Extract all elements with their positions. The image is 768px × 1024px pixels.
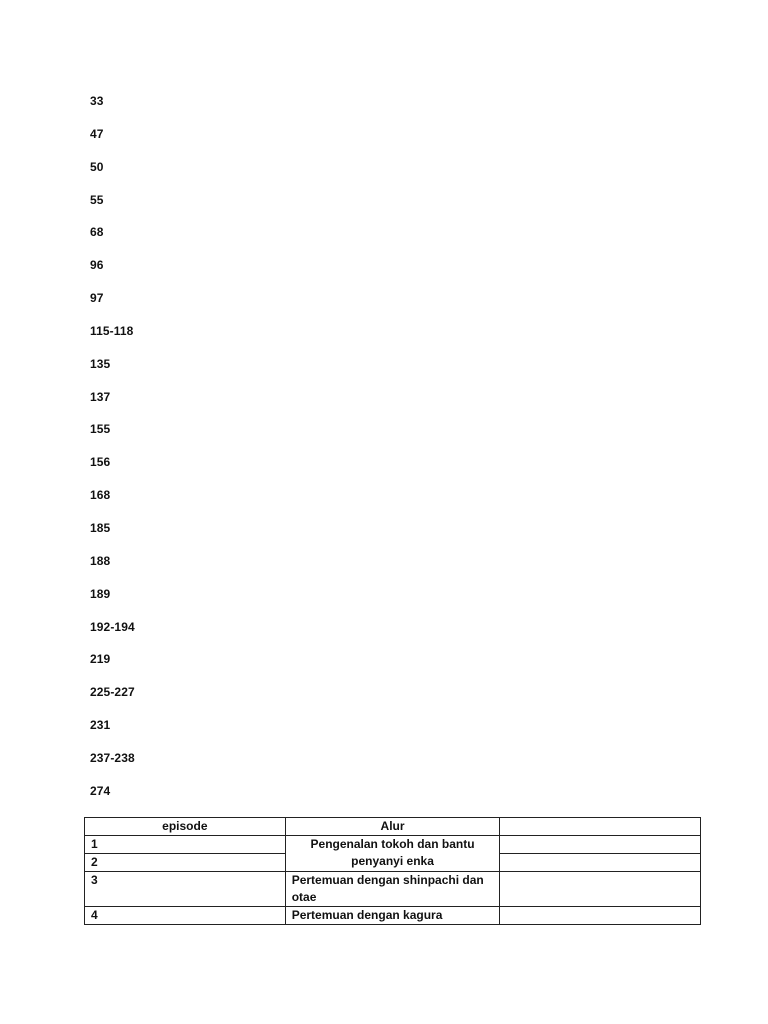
alur-line: penyanyi enka xyxy=(351,854,434,868)
column-header-alur: Alur xyxy=(285,818,500,836)
episode-cell: 3 xyxy=(85,872,286,907)
list-item: 225-227 xyxy=(90,685,135,700)
table-row xyxy=(85,836,701,854)
table-row xyxy=(85,907,701,925)
list-item: 168 xyxy=(90,488,111,503)
list-item: 50 xyxy=(90,159,104,174)
list-item: 96 xyxy=(90,258,104,273)
alur-line: Pengenalan tokoh dan bantu xyxy=(310,837,475,851)
alur-cell xyxy=(285,872,500,907)
note-cell xyxy=(500,836,701,854)
list-item: 231 xyxy=(90,718,111,733)
alur-line: Pertemuan dengan shinpachi dan xyxy=(291,873,484,887)
episode-plot-table xyxy=(84,817,701,925)
column-header-episode: episode xyxy=(85,818,286,836)
column-header-blank xyxy=(500,818,701,836)
alur-line: otae xyxy=(291,890,317,904)
list-item: 155 xyxy=(90,422,111,437)
list-item: 47 xyxy=(90,126,104,141)
list-item: 219 xyxy=(90,652,111,667)
list-item: 274 xyxy=(90,783,111,798)
table-row xyxy=(85,872,701,907)
list-item: 55 xyxy=(90,192,104,207)
list-item: 189 xyxy=(90,586,111,601)
list-item: 68 xyxy=(90,225,104,240)
note-cell xyxy=(500,854,701,872)
list-item: 156 xyxy=(90,455,111,470)
list-item: 115-118 xyxy=(90,323,134,338)
note-cell xyxy=(500,872,701,907)
alur-cell xyxy=(285,836,500,872)
episode-cell: 4 xyxy=(85,907,286,925)
episode-cell: 1 xyxy=(85,836,286,854)
list-item: 97 xyxy=(90,291,104,306)
list-item: 185 xyxy=(90,520,111,535)
list-item: 237-238 xyxy=(90,750,135,765)
alur-cell: Pertemuan dengan kagura xyxy=(285,907,500,925)
list-item: 135 xyxy=(90,356,111,371)
list-item: 137 xyxy=(90,389,111,404)
list-item: 33 xyxy=(90,94,104,108)
list-item: 192-194 xyxy=(90,619,135,634)
table-header-row xyxy=(85,818,701,836)
list-item: 188 xyxy=(90,553,111,568)
episode-number-list xyxy=(90,93,135,816)
episode-cell: 2 xyxy=(85,854,286,872)
note-cell xyxy=(500,907,701,925)
